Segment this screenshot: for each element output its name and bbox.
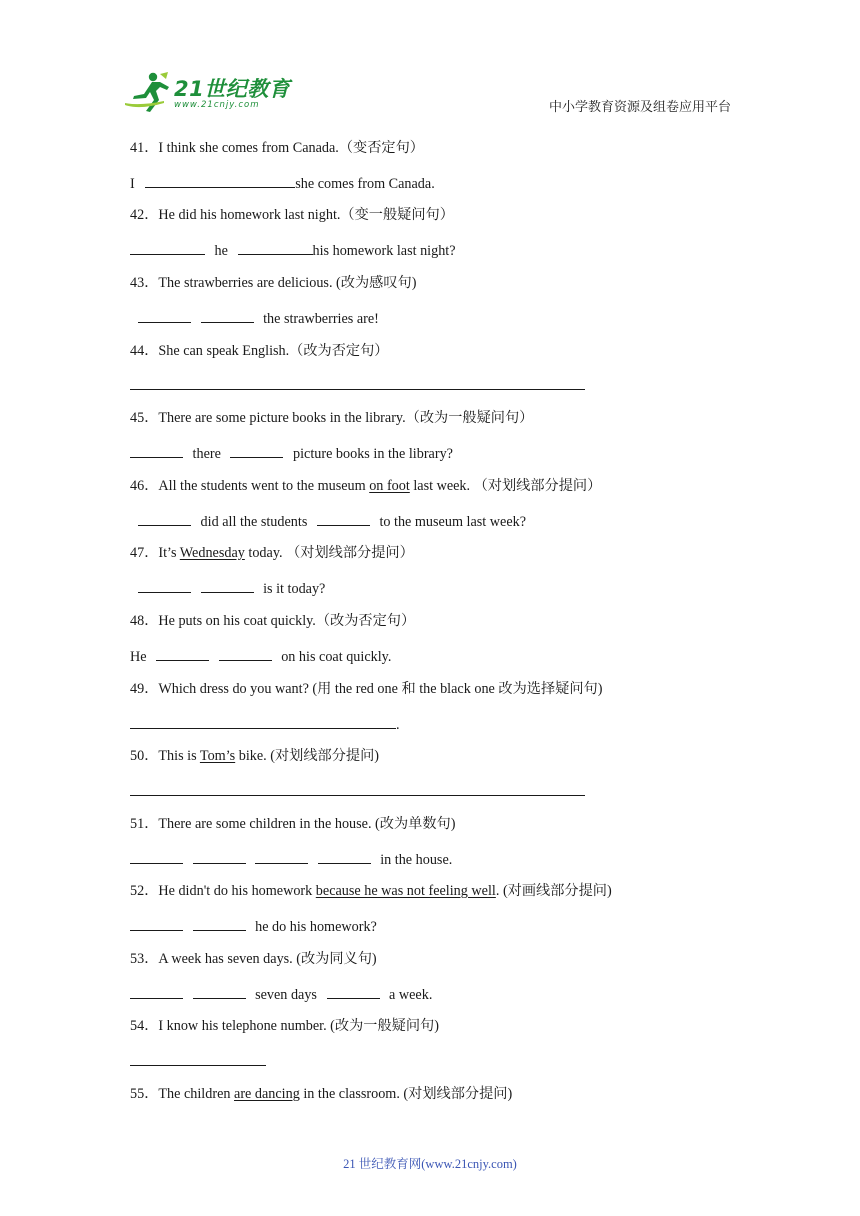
question-54: 54．I know his telephone number. (改为一般疑问句) [130, 1018, 439, 1034]
question-52: 52．He didn't do his homework because he was not feeling well. (对画线部分提问) [130, 883, 612, 899]
question-55: 55．The children are dancing in the classroom. (对划线部分提问) [130, 1086, 513, 1102]
answer-blank[interactable] [130, 375, 585, 390]
question-46: 46．All the students went to the museum on foot last week. （对划线部分提问） [130, 478, 602, 494]
answer-blank[interactable] [138, 578, 191, 593]
answer-blank[interactable] [193, 849, 246, 864]
answer-blank[interactable] [318, 849, 371, 864]
answer-line-54 [130, 1051, 266, 1071]
platform-label: 中小学教育资源及组卷应用平台 [549, 99, 732, 114]
answer-blank[interactable] [201, 308, 254, 323]
answer-line-50 [130, 781, 585, 801]
answer-blank[interactable] [130, 443, 183, 458]
answer-blank[interactable] [317, 511, 370, 526]
answer-blank[interactable] [255, 849, 308, 864]
page-footer: 21 世纪教育网(www.21cnjy.com) [343, 1157, 517, 1171]
answer-blank[interactable] [138, 511, 191, 526]
answer-line-49: . [130, 714, 400, 734]
answer-blank[interactable] [219, 646, 272, 661]
question-48: 48．He puts on his coat quickly.（改为否定句） [130, 613, 416, 629]
answer-line-53: seven days a week. [130, 984, 432, 1004]
answer-blank[interactable] [156, 646, 209, 661]
answer-blank[interactable] [130, 240, 205, 255]
answer-line-45: there picture books in the library? [130, 443, 453, 463]
answer-blank[interactable] [130, 781, 585, 796]
answer-blank[interactable] [230, 443, 283, 458]
answer-blank[interactable] [327, 984, 380, 999]
logo-url: www.21cnjy.com [174, 100, 260, 110]
answer-line-44 [130, 375, 585, 395]
question-41: 41．I think she comes from Canada.（变否定句） [130, 140, 424, 156]
runner-logo-icon [122, 70, 172, 114]
answer-line-41: I she comes from Canada. [130, 173, 435, 193]
question-50: 50．This is Tom’s bike. (对划线部分提问) [130, 748, 380, 764]
answer-blank[interactable] [130, 916, 183, 931]
underlined-part: Wednesday [179, 545, 245, 561]
question-42: 42．He did his homework last night.（变一般疑问句） [130, 207, 454, 223]
answer-blank[interactable] [193, 916, 246, 931]
answer-blank[interactable] [193, 984, 246, 999]
answer-blank[interactable] [138, 308, 191, 323]
answer-blank[interactable] [130, 849, 183, 864]
page-header [0, 0, 860, 125]
answer-line-51: in the house. [130, 849, 452, 869]
question-49: 49．Which dress do you want? (用 the red one 和 the black one 改为选择疑问句) [130, 681, 603, 697]
question-53: 53．A week has seven days. (改为同义句) [130, 951, 377, 967]
answer-line-47: is it today? [130, 578, 325, 598]
answer-blank[interactable] [201, 578, 254, 593]
answer-line-42: he his homework last night? [130, 240, 456, 260]
logo-text: 21世纪教育 [174, 77, 291, 101]
answer-line-43: the strawberries are! [130, 308, 379, 328]
underlined-part: are dancing [234, 1086, 300, 1102]
answer-blank[interactable] [130, 714, 396, 729]
question-43: 43．The strawberries are delicious. (改为感叹句) [130, 275, 417, 291]
logo [122, 70, 292, 116]
answer-blank[interactable] [238, 240, 313, 255]
answer-line-52: he do his homework? [130, 916, 377, 936]
underlined-part: Tom’s [199, 748, 236, 764]
question-45: 45．There are some picture books in the library.（改为一般疑问句） [130, 410, 534, 426]
answer-blank[interactable] [145, 173, 295, 188]
question-51: 51．There are some children in the house. (改为单数句) [130, 816, 456, 832]
underlined-part: on foot [369, 478, 410, 494]
answer-line-48: He on his coat quickly. [130, 646, 391, 666]
answer-blank[interactable] [130, 984, 183, 999]
answer-line-46: did all the students to the museum last week? [130, 511, 526, 531]
question-47: 47．It’s Wednesday today. （对划线部分提问） [130, 545, 414, 561]
answer-blank[interactable] [130, 1051, 266, 1066]
question-44: 44．She can speak English.（改为否定句） [130, 343, 389, 359]
underlined-part: because he was not feeling well [315, 883, 496, 899]
